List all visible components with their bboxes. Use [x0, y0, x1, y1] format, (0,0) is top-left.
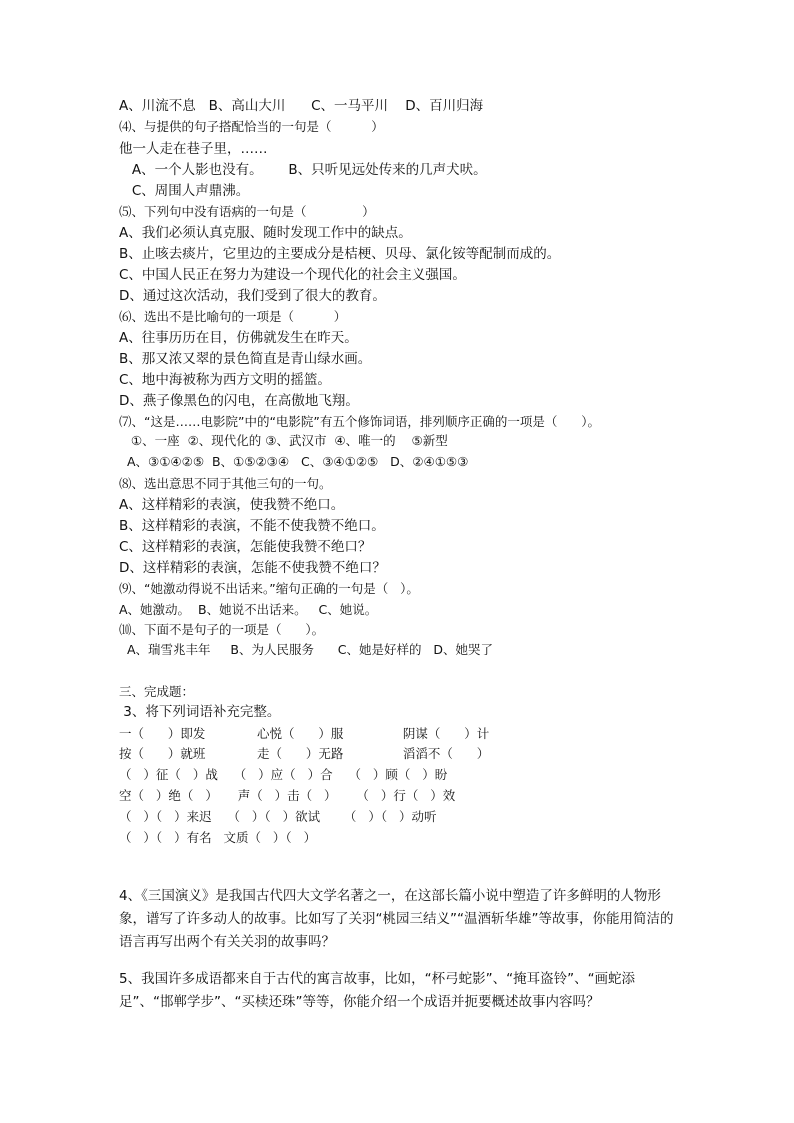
q4-stem: ⑷、与提供的句子搭配恰当的一句是（ ）	[119, 119, 384, 134]
idiom-row-3: （ ）征（ ）战 （ ）应（ ）合 （ ）顾（ ）盼	[119, 767, 448, 782]
q5-option-d: D、通过这次活动，我们受到了很大的教育。	[119, 288, 386, 304]
q10-options: A、瑞雪兆丰年 B、为人民服务 C、她是好样的 D、她哭了	[119, 642, 494, 657]
q8-option-a: A、这样精彩的表演，使我赞不绝口。	[119, 497, 345, 513]
idiom-row-2: 按（ ）就班 走（ ）无路 滔滔不（ ）	[119, 746, 490, 761]
q7-stem: ⑺、“这是……电影院”中的“电影院”有五个修饰词语，排列顺序正确的一项是（ ）。	[119, 414, 600, 429]
q5-option-c: C、中国人民正在努力为建设一个现代化的社会主义强国。	[119, 267, 466, 283]
q8-option-b: B、这样精彩的表演，不能不使我赞不绝口。	[119, 518, 385, 534]
idiom-row-6: （ ）（ ）有名 文质（ ）（ ）	[119, 830, 317, 845]
q6-option-b: B、那又浓又翠的景色简直是青山绿水画。	[119, 351, 372, 367]
q4-sentence: 他一人走在巷子里，……	[119, 141, 268, 157]
q3-options: A、川流不息 B、高山大川 C、一马平川 D、百川归海	[119, 98, 484, 114]
question-4-paragraph: 4、《三国演义》是我国古代四大文学名著之一，在这部长篇小说中塑造了许多鲜明的人物形象，谱写了许多动人的故事。比如写了关羽“桃园三结义”“温酒斩华雄”等故事，你能用简洁的语言再写出两个有关关羽的故事吗？	[119, 888, 674, 950]
section-three-heading: 三、完成题：	[119, 684, 195, 699]
q6-option-d: D、燕子像黑色的闪电，在高傲地飞翔。	[119, 393, 359, 409]
idiom-row-1: 一（ ）即发 心悦（ ）服 阴谋（ ）计	[119, 726, 490, 741]
q6-stem: ⑹、选出不是比喻句的一项是（ ）	[119, 309, 347, 324]
q7-modifiers: ①、一座 ②、现代化的 ③、武汉市 ④、唯一的 ⑤新型	[119, 433, 448, 448]
item-3-instruction: 3、将下列词语补充完整。	[119, 704, 281, 720]
q5-option-a: A、我们必须认真克服、随时发现工作中的缺点。	[119, 225, 412, 241]
q6-option-a: A、往事历历在目，仿佛就发生在昨天。	[119, 330, 358, 346]
q6-option-c: C、地中海被称为西方文明的摇篮。	[119, 372, 331, 388]
q4-option-c: C、周围人声鼎沸。	[119, 183, 250, 199]
idiom-row-4: 空（ ）绝（ ） 声（ ）击（ ） （ ）行（ ）效	[119, 788, 456, 803]
question-5-paragraph: 5、我国许多成语都来自于古代的寓言故事，比如，“杯弓蛇影”、“掩耳盗铃”、“画蛇添足”、“邯郸学步”、“买椟还珠”等等，你能介绍一个成语并扼要概述故事内容吗？	[119, 971, 636, 1010]
idiom-row-5: （ ）（ ）来迟 （ ）（ ）欲试 （ ）（ ）动听	[119, 809, 437, 824]
q7-options: A、③①④②⑤ B、①⑤②③④ C、③④①②⑤ D、②④①⑤③	[119, 454, 469, 469]
q8-option-c: C、这样精彩的表演，怎能使我赞不绝口？	[119, 539, 372, 555]
q10-stem: ⑽、下面不是句子的一项是（ ）。	[119, 622, 325, 637]
q9-stem: ⑼、“她激动得说不出话来。”缩句正确的一句是（ ）。	[119, 581, 419, 596]
q5-stem: ⑸、下列句中没有语病的一句是（ ）	[119, 204, 375, 219]
q9-options: A、她激动。 B、她说不出话来。 C、她说。	[119, 602, 378, 617]
q5-option-b: B、止咳去痰片，它里边的主要成分是桔梗、贝母、氯化铵等配制而成的。	[119, 246, 561, 262]
q8-stem: ⑻、选出意思不同于其他三句的一句。	[119, 476, 332, 491]
q8-option-d: D、这样精彩的表演，怎能不使我赞不绝口？	[119, 560, 386, 576]
q4-options-ab: A、一个人影也没有。 B、只听见远处传来的几声犬吠。	[119, 162, 487, 178]
